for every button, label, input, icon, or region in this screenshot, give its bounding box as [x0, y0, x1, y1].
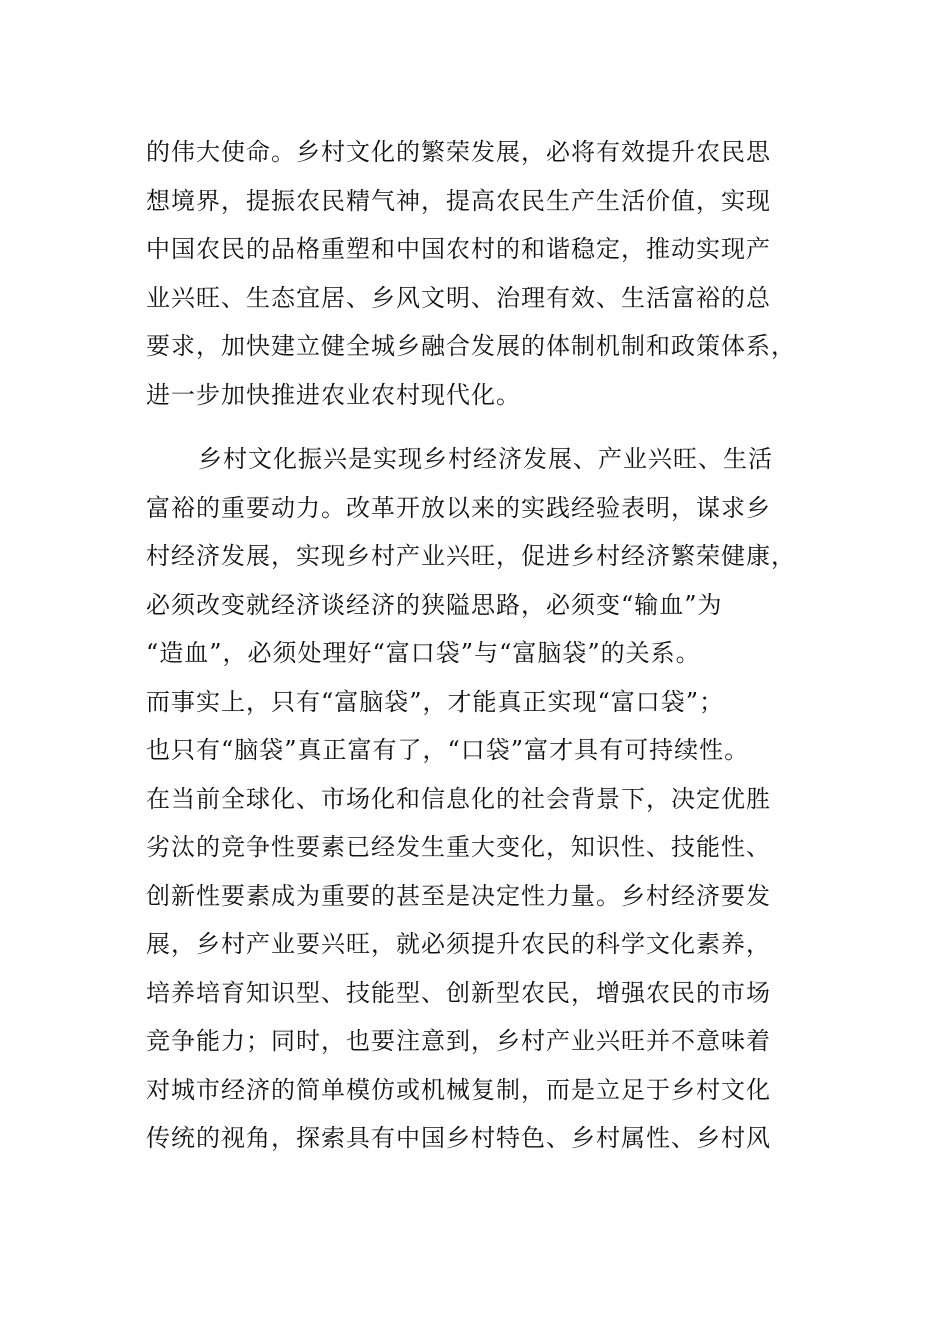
- paragraph-2-line-3: 村经济发展，实现乡村产业兴旺，促进乡村经济繁荣健康，: [146, 542, 796, 570]
- paragraph-2-line-7: 也只有“脑袋”真正富有了，“口袋”富才具有可持续性。: [146, 736, 750, 764]
- paragraph-1-line-5: 要求，加快建立健全城乡融合发展的体制机制和政策体系，: [146, 332, 796, 360]
- paragraph-2-line-2: 富裕的重要动力。改革开放以来的实践经验表明，谋求乡: [146, 493, 771, 522]
- paragraph-1-line-1: 的伟大使命。乡村文化的繁荣发展，必将有效提升农民思: [146, 138, 771, 166]
- paragraph-2-line-14: 对城市经济的简单模仿或机械复制，而是立足于乡村文化: [146, 1075, 771, 1104]
- paragraph-1-line-3: 中国农民的品格重塑和中国农村的和谐稳定，推动实现产: [146, 235, 771, 263]
- paragraph-2: [146, 435, 796, 1163]
- paragraph-2-line-5: “造血”，必须处理好“富口袋”与“富脑袋”的关系。: [146, 639, 701, 667]
- paragraph-separator: [146, 419, 796, 435]
- paragraph-2-line-15: 传统的视角，探索具有中国乡村特色、乡村属性、乡村风: [146, 1124, 771, 1152]
- paragraph-2-line-11: 展，乡村产业要兴旺，就必须提升农民的科学文化素养，: [146, 930, 771, 958]
- paragraph-2-line-4: 必须改变就经济谈经济的狭隘思路，必须变“输血”为: [146, 590, 723, 619]
- paragraph-2-line-12: 培养培育知识型、技能型、创新型农民，增强农民的市场: [146, 978, 771, 1007]
- paragraph-1-line-4: 业兴旺、生态宜居、乡风文明、治理有效、生活富裕的总: [146, 283, 771, 312]
- paragraph-2-line-8: 在当前全球化、市场化和信息化的社会背景下，决定优胜: [146, 784, 771, 813]
- paragraph-2-line-13: 竞争能力；同时，也要注意到，乡村产业兴旺并不意味着: [146, 1027, 771, 1055]
- paragraph-1-line-6: 进一步加快推进农业农村现代化。: [146, 380, 521, 409]
- paragraph-2-line-6: 而事实上，只有“富脑袋”，才能真正实现“富口袋”；: [146, 687, 725, 716]
- paragraph-2-line-9: 劣汰的竞争性要素已经发生重大变化，知识性、技能性、: [146, 833, 771, 861]
- document-body: [146, 128, 796, 1163]
- paragraph-1: [146, 128, 796, 419]
- paragraph-1-line-2: 想境界，提振农民精气神，提高农民生产生活价值，实现: [146, 186, 771, 215]
- paragraph-2-line-1: 乡村文化振兴是实现乡村经济发展、产业兴旺、生活: [198, 445, 773, 473]
- paragraph-2-line-10: 创新性要素成为重要的甚至是决定性力量。乡村经济要发: [146, 881, 771, 910]
